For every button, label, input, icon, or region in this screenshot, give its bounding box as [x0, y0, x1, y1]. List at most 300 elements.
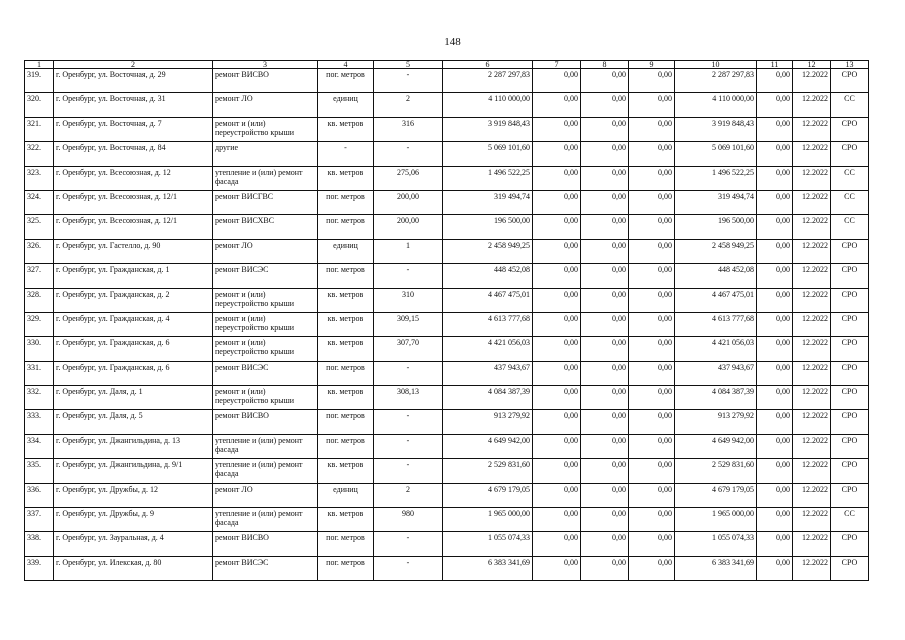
cost-cell: 1 965 000,00 — [675, 508, 757, 532]
cost-cell: 0,00 — [757, 434, 793, 458]
cost-cell: 0,00 — [757, 556, 793, 580]
source-cell: СРО — [831, 556, 869, 580]
address-cell: г. Оренбург, ул. Дружбы, д. 12 — [54, 483, 213, 507]
row-number: 322. — [25, 142, 54, 166]
volume-cell: 200,00 — [374, 215, 443, 239]
cost-cell: 2 458 949,25 — [675, 239, 757, 263]
source-cell: СРО — [831, 69, 869, 93]
cost-total-cell: 448 452,08 — [443, 264, 533, 288]
unit-cell: пог. метров — [318, 361, 374, 385]
col-header: 12 — [793, 61, 831, 69]
source-cell: СРО — [831, 117, 869, 141]
cost-total-cell: 2 287 297,83 — [443, 69, 533, 93]
col-header: 7 — [533, 61, 581, 69]
row-number: 328. — [25, 288, 54, 312]
table-row — [25, 459, 869, 483]
source-cell: СС — [831, 190, 869, 214]
cost-cell: 0,00 — [629, 69, 675, 93]
cost-cell: 2 287 297,83 — [675, 69, 757, 93]
cost-cell: 0,00 — [757, 337, 793, 361]
cost-cell: 0,00 — [581, 483, 629, 507]
unit-cell: пог. метров — [318, 434, 374, 458]
cost-cell: 0,00 — [581, 386, 629, 410]
cost-cell: 0,00 — [533, 239, 581, 263]
term-cell: 12.2022 — [793, 239, 831, 263]
row-number: 334. — [25, 434, 54, 458]
work-type-cell: ремонт и (или) переустройство крыши — [213, 312, 318, 336]
cost-cell: 448 452,08 — [675, 264, 757, 288]
table-row — [25, 239, 869, 263]
cost-cell: 0,00 — [581, 215, 629, 239]
cost-cell: 0,00 — [757, 69, 793, 93]
term-cell: 12.2022 — [793, 508, 831, 532]
cost-cell: 0,00 — [757, 264, 793, 288]
cost-cell: 0,00 — [757, 386, 793, 410]
cost-cell: 0,00 — [533, 337, 581, 361]
unit-cell: пог. метров — [318, 532, 374, 556]
term-cell: 12.2022 — [793, 410, 831, 434]
cost-cell: 0,00 — [757, 312, 793, 336]
volume-cell: 316 — [374, 117, 443, 141]
cost-cell: 0,00 — [533, 532, 581, 556]
work-type-cell: ремонт ВИСХВС — [213, 215, 318, 239]
cost-cell: 0,00 — [629, 361, 675, 385]
table-row — [25, 166, 869, 190]
work-type-cell: утепление и (или) ремонт фасада — [213, 434, 318, 458]
table-row — [25, 337, 869, 361]
work-type-cell: ремонт ВИСЭС — [213, 361, 318, 385]
col-header: 4 — [318, 61, 374, 69]
term-cell: 12.2022 — [793, 361, 831, 385]
table-row — [25, 312, 869, 336]
work-type-cell: другие — [213, 142, 318, 166]
cost-cell: 0,00 — [757, 508, 793, 532]
table-row — [25, 410, 869, 434]
term-cell: 12.2022 — [793, 117, 831, 141]
cost-cell: 0,00 — [629, 508, 675, 532]
col-header: 11 — [757, 61, 793, 69]
cost-cell: 2 529 831,60 — [675, 459, 757, 483]
address-cell: г. Оренбург, ул. Гражданская, д. 2 — [54, 288, 213, 312]
cost-cell: 4 679 179,05 — [675, 483, 757, 507]
address-cell: г. Оренбург, ул. Джангильдина, д. 9/1 — [54, 459, 213, 483]
row-number: 336. — [25, 483, 54, 507]
unit-cell: кв. метров — [318, 288, 374, 312]
cost-cell: 0,00 — [533, 264, 581, 288]
row-number: 335. — [25, 459, 54, 483]
cost-cell: 0,00 — [757, 361, 793, 385]
unit-cell: пог. метров — [318, 69, 374, 93]
cost-cell: 0,00 — [629, 264, 675, 288]
cost-cell: 0,00 — [533, 117, 581, 141]
term-cell: 12.2022 — [793, 142, 831, 166]
term-cell: 12.2022 — [793, 483, 831, 507]
cost-total-cell: 1 496 522,25 — [443, 166, 533, 190]
unit-cell: кв. метров — [318, 117, 374, 141]
work-type-cell: утепление и (или) ремонт фасада — [213, 508, 318, 532]
col-header: 3 — [213, 61, 318, 69]
work-type-cell: утепление и (или) ремонт фасада — [213, 459, 318, 483]
table-row — [25, 532, 869, 556]
cost-total-cell: 6 383 341,69 — [443, 556, 533, 580]
unit-cell: пог. метров — [318, 410, 374, 434]
cost-cell: 0,00 — [581, 93, 629, 117]
unit-cell: пог. метров — [318, 190, 374, 214]
term-cell: 12.2022 — [793, 386, 831, 410]
row-number: 330. — [25, 337, 54, 361]
cost-cell: 0,00 — [629, 459, 675, 483]
work-type-cell: ремонт и (или) переустройство крыши — [213, 288, 318, 312]
work-type-cell: ремонт ВИСВО — [213, 69, 318, 93]
cost-total-cell: 2 529 831,60 — [443, 459, 533, 483]
cost-cell: 0,00 — [581, 337, 629, 361]
work-type-cell: ремонт и (или) переустройство крыши — [213, 386, 318, 410]
source-cell: СРО — [831, 312, 869, 336]
cost-cell: 1 496 522,25 — [675, 166, 757, 190]
volume-cell: 2 — [374, 93, 443, 117]
work-type-cell: ремонт ВИСВО — [213, 532, 318, 556]
unit-cell: пог. метров — [318, 264, 374, 288]
cost-cell: 0,00 — [757, 215, 793, 239]
table-row — [25, 69, 869, 93]
cost-cell: 1 055 074,33 — [675, 532, 757, 556]
address-cell: г. Оренбург, ул. Всесоюзная, д. 12/1 — [54, 190, 213, 214]
term-cell: 12.2022 — [793, 312, 831, 336]
source-cell: СРО — [831, 459, 869, 483]
cost-total-cell: 913 279,92 — [443, 410, 533, 434]
cost-cell: 0,00 — [629, 337, 675, 361]
cost-cell: 0,00 — [629, 434, 675, 458]
table-row — [25, 556, 869, 580]
unit-cell: пог. метров — [318, 215, 374, 239]
cost-total-cell: 319 494,74 — [443, 190, 533, 214]
cost-cell: 319 494,74 — [675, 190, 757, 214]
table-row — [25, 386, 869, 410]
cost-cell: 4 421 056,03 — [675, 337, 757, 361]
source-cell: СС — [831, 166, 869, 190]
work-type-cell: ремонт ЛО — [213, 93, 318, 117]
source-cell: СРО — [831, 483, 869, 507]
unit-cell: единиц — [318, 93, 374, 117]
cost-cell: 913 279,92 — [675, 410, 757, 434]
volume-cell: 310 — [374, 288, 443, 312]
cost-cell: 0,00 — [581, 459, 629, 483]
cost-cell: 4 084 387,39 — [675, 386, 757, 410]
table-row — [25, 508, 869, 532]
cost-total-cell: 4 467 475,01 — [443, 288, 533, 312]
cost-cell: 0,00 — [581, 166, 629, 190]
row-number: 337. — [25, 508, 54, 532]
cost-cell: 0,00 — [533, 361, 581, 385]
col-header: 9 — [629, 61, 675, 69]
work-type-cell: ремонт ЛО — [213, 239, 318, 263]
term-cell: 12.2022 — [793, 166, 831, 190]
source-cell: СРО — [831, 361, 869, 385]
cost-cell: 0,00 — [533, 93, 581, 117]
cost-cell: 0,00 — [581, 264, 629, 288]
table-row — [25, 142, 869, 166]
address-cell: г. Оренбург, ул. Гражданская, д. 6 — [54, 361, 213, 385]
source-cell: СРО — [831, 288, 869, 312]
col-header: 13 — [831, 61, 869, 69]
volume-cell: 980 — [374, 508, 443, 532]
volume-cell: - — [374, 434, 443, 458]
cost-cell: 0,00 — [757, 93, 793, 117]
cost-cell: 0,00 — [757, 410, 793, 434]
source-cell: СРО — [831, 410, 869, 434]
cost-cell: 0,00 — [581, 361, 629, 385]
cost-cell: 0,00 — [533, 288, 581, 312]
cost-cell: 0,00 — [581, 117, 629, 141]
cost-cell: 0,00 — [757, 532, 793, 556]
unit-cell: кв. метров — [318, 508, 374, 532]
table-row — [25, 93, 869, 117]
cost-cell: 4 613 777,68 — [675, 312, 757, 336]
work-type-cell: ремонт ВИСЭС — [213, 264, 318, 288]
cost-cell: 0,00 — [757, 483, 793, 507]
address-cell: г. Оренбург, ул. Дружбы, д. 9 — [54, 508, 213, 532]
unit-cell: единиц — [318, 239, 374, 263]
cost-cell: 0,00 — [581, 190, 629, 214]
cost-cell: 5 069 101,60 — [675, 142, 757, 166]
cost-total-cell: 1 965 000,00 — [443, 508, 533, 532]
col-header: 5 — [374, 61, 443, 69]
term-cell: 12.2022 — [793, 215, 831, 239]
row-number: 332. — [25, 386, 54, 410]
cost-total-cell: 4 084 387,39 — [443, 386, 533, 410]
work-type-cell: ремонт ЛО — [213, 483, 318, 507]
cost-cell: 0,00 — [581, 239, 629, 263]
source-cell: СРО — [831, 264, 869, 288]
table-row — [25, 483, 869, 507]
cost-cell: 0,00 — [581, 532, 629, 556]
cost-cell: 4 110 000,00 — [675, 93, 757, 117]
cost-cell: 0,00 — [533, 556, 581, 580]
cost-cell: 0,00 — [757, 190, 793, 214]
cost-cell: 6 383 341,69 — [675, 556, 757, 580]
source-cell: СРО — [831, 337, 869, 361]
cost-cell: 3 919 848,43 — [675, 117, 757, 141]
volume-cell: 1 — [374, 239, 443, 263]
address-cell: г. Оренбург, ул. Восточная, д. 31 — [54, 93, 213, 117]
work-type-cell: утепление и (или) ремонт фасада — [213, 166, 318, 190]
row-number: 319. — [25, 69, 54, 93]
work-type-cell: ремонт ВИСЭС — [213, 556, 318, 580]
cost-cell: 0,00 — [757, 142, 793, 166]
volume-cell: - — [374, 361, 443, 385]
cost-cell: 0,00 — [533, 190, 581, 214]
source-cell: СРО — [831, 532, 869, 556]
cost-cell: 0,00 — [581, 410, 629, 434]
cost-cell: 0,00 — [757, 288, 793, 312]
cost-cell: 0,00 — [533, 410, 581, 434]
row-number: 331. — [25, 361, 54, 385]
cost-cell: 0,00 — [581, 142, 629, 166]
cost-cell: 0,00 — [581, 508, 629, 532]
address-cell: г. Оренбург, ул. Восточная, д. 7 — [54, 117, 213, 141]
term-cell: 12.2022 — [793, 337, 831, 361]
cost-cell: 0,00 — [629, 93, 675, 117]
address-cell: г. Оренбург, ул. Гражданская, д. 6 — [54, 337, 213, 361]
col-header: 1 — [25, 61, 54, 69]
cost-cell: 0,00 — [533, 508, 581, 532]
cost-cell: 0,00 — [533, 483, 581, 507]
cost-cell: 0,00 — [629, 288, 675, 312]
cost-cell: 0,00 — [581, 556, 629, 580]
cost-cell: 0,00 — [629, 312, 675, 336]
col-header: 6 — [443, 61, 533, 69]
address-cell: г. Оренбург, ул. Восточная, д. 29 — [54, 69, 213, 93]
cost-cell: 0,00 — [533, 69, 581, 93]
cost-total-cell: 4 421 056,03 — [443, 337, 533, 361]
row-number: 325. — [25, 215, 54, 239]
work-type-cell: ремонт ВИСГВС — [213, 190, 318, 214]
volume-cell: 2 — [374, 483, 443, 507]
source-cell: СРО — [831, 239, 869, 263]
volume-cell: - — [374, 142, 443, 166]
cost-cell: 0,00 — [533, 142, 581, 166]
col-header: 8 — [581, 61, 629, 69]
cost-total-cell: 3 919 848,43 — [443, 117, 533, 141]
cost-cell: 0,00 — [533, 459, 581, 483]
term-cell: 12.2022 — [793, 532, 831, 556]
source-cell: СС — [831, 215, 869, 239]
table-row — [25, 190, 869, 214]
cost-cell: 4 649 942,00 — [675, 434, 757, 458]
col-header: 10 — [675, 61, 757, 69]
volume-cell: - — [374, 556, 443, 580]
row-number: 339. — [25, 556, 54, 580]
cost-cell: 0,00 — [533, 166, 581, 190]
table-row — [25, 264, 869, 288]
cost-cell: 0,00 — [757, 239, 793, 263]
row-number: 321. — [25, 117, 54, 141]
term-cell: 12.2022 — [793, 434, 831, 458]
table-row — [25, 288, 869, 312]
volume-cell: 307,70 — [374, 337, 443, 361]
row-number: 320. — [25, 93, 54, 117]
row-number: 326. — [25, 239, 54, 263]
work-type-cell: ремонт ВИСВО — [213, 410, 318, 434]
term-cell: 12.2022 — [793, 556, 831, 580]
page-number: 148 — [444, 36, 461, 48]
unit-cell: кв. метров — [318, 166, 374, 190]
address-cell: г. Оренбург, ул. Даля, д. 5 — [54, 410, 213, 434]
address-cell: г. Оренбург, ул. Илекская, д. 80 — [54, 556, 213, 580]
cost-cell: 0,00 — [629, 117, 675, 141]
col-header: 2 — [54, 61, 213, 69]
address-cell: г. Оренбург, ул. Зауральная, д. 4 — [54, 532, 213, 556]
table-row — [25, 361, 869, 385]
term-cell: 12.2022 — [793, 69, 831, 93]
cost-cell: 0,00 — [629, 556, 675, 580]
cost-cell: 0,00 — [581, 434, 629, 458]
term-cell: 12.2022 — [793, 288, 831, 312]
cost-cell: 0,00 — [629, 483, 675, 507]
work-type-cell: ремонт и (или) переустройство крыши — [213, 117, 318, 141]
unit-cell: кв. метров — [318, 386, 374, 410]
cost-total-cell: 437 943,67 — [443, 361, 533, 385]
volume-cell: 309,15 — [374, 312, 443, 336]
table-body — [25, 69, 869, 581]
cost-cell: 0,00 — [629, 239, 675, 263]
term-cell: 12.2022 — [793, 459, 831, 483]
cost-cell: 0,00 — [581, 288, 629, 312]
unit-cell: единиц — [318, 483, 374, 507]
row-number: 338. — [25, 532, 54, 556]
cost-cell: 0,00 — [533, 215, 581, 239]
unit-cell: - — [318, 142, 374, 166]
address-cell: г. Оренбург, ул. Джангильдина, д. 13 — [54, 434, 213, 458]
table-row — [25, 215, 869, 239]
cost-total-cell: 2 458 949,25 — [443, 239, 533, 263]
capital-repair-table — [24, 60, 869, 581]
row-number: 327. — [25, 264, 54, 288]
cost-total-cell: 4 613 777,68 — [443, 312, 533, 336]
cost-cell: 196 500,00 — [675, 215, 757, 239]
cost-cell: 0,00 — [757, 117, 793, 141]
cost-cell: 0,00 — [757, 459, 793, 483]
cost-cell: 0,00 — [581, 312, 629, 336]
cost-total-cell: 4 679 179,05 — [443, 483, 533, 507]
column-number-header — [25, 61, 869, 69]
term-cell: 12.2022 — [793, 190, 831, 214]
volume-cell: - — [374, 69, 443, 93]
volume-cell: - — [374, 459, 443, 483]
source-cell: СРО — [831, 386, 869, 410]
cost-cell: 0,00 — [533, 386, 581, 410]
term-cell: 12.2022 — [793, 93, 831, 117]
work-type-cell: ремонт и (или) переустройство крыши — [213, 337, 318, 361]
cost-cell: 0,00 — [581, 69, 629, 93]
cost-cell: 0,00 — [629, 532, 675, 556]
volume-cell: 275,06 — [374, 166, 443, 190]
cost-cell: 0,00 — [629, 190, 675, 214]
volume-cell: - — [374, 264, 443, 288]
source-cell: СРО — [831, 142, 869, 166]
address-cell: г. Оренбург, ул. Восточная, д. 84 — [54, 142, 213, 166]
table-row — [25, 434, 869, 458]
unit-cell: кв. метров — [318, 312, 374, 336]
volume-cell: 308,13 — [374, 386, 443, 410]
row-number: 329. — [25, 312, 54, 336]
row-number: 323. — [25, 166, 54, 190]
cost-cell: 0,00 — [629, 410, 675, 434]
cost-cell: 0,00 — [533, 312, 581, 336]
cost-cell: 0,00 — [629, 166, 675, 190]
cost-total-cell: 1 055 074,33 — [443, 532, 533, 556]
address-cell: г. Оренбург, ул. Гастелло, д. 90 — [54, 239, 213, 263]
source-cell: СРО — [831, 434, 869, 458]
cost-cell: 0,00 — [757, 166, 793, 190]
address-cell: г. Оренбург, ул. Даля, д. 1 — [54, 386, 213, 410]
unit-cell: кв. метров — [318, 459, 374, 483]
term-cell: 12.2022 — [793, 264, 831, 288]
address-cell: г. Оренбург, ул. Гражданская, д. 1 — [54, 264, 213, 288]
cost-cell: 4 467 475,01 — [675, 288, 757, 312]
cost-cell: 0,00 — [533, 434, 581, 458]
cost-total-cell: 196 500,00 — [443, 215, 533, 239]
volume-cell: - — [374, 532, 443, 556]
source-cell: СС — [831, 93, 869, 117]
cost-cell: 0,00 — [629, 215, 675, 239]
volume-cell: - — [374, 410, 443, 434]
unit-cell: кв. метров — [318, 337, 374, 361]
cost-total-cell: 4 110 000,00 — [443, 93, 533, 117]
row-number: 333. — [25, 410, 54, 434]
cost-cell: 0,00 — [629, 386, 675, 410]
unit-cell: пог. метров — [318, 556, 374, 580]
